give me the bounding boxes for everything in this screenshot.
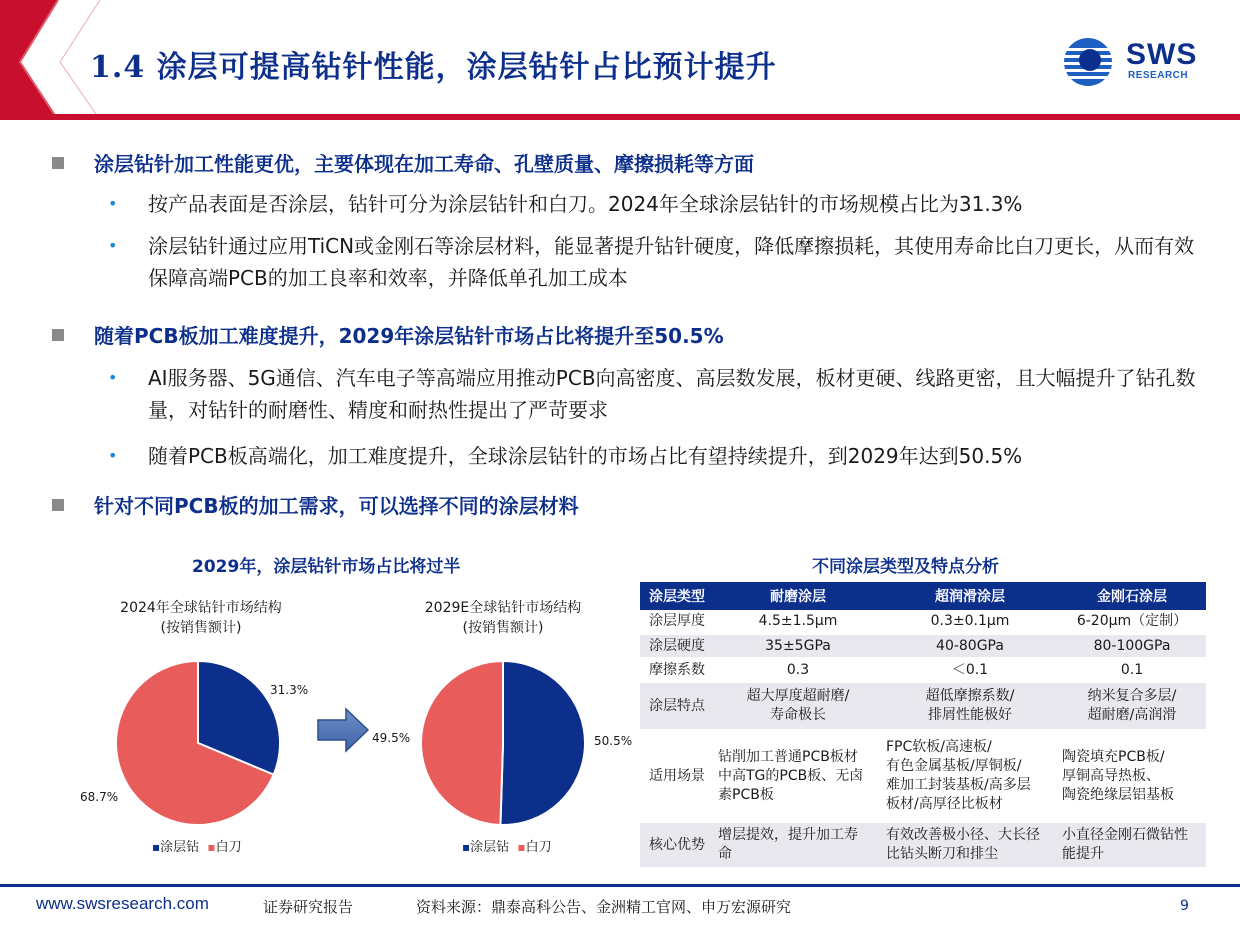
table-cell: 小直径金刚石微钻性 能提升	[1058, 822, 1206, 868]
table-cell: 4.5±1.5μm	[714, 610, 882, 634]
pie-2029-label-coated: 50.5%	[594, 734, 633, 748]
table-row-header-cell: 涂层特点	[640, 682, 714, 730]
bullet-heading-2: 随着PCB板加工难度提升，2029年涂层钻针市场占比将提升至50.5%	[52, 320, 724, 349]
table-row	[640, 610, 1206, 634]
bullet-heading-3: 针对不同PCB板的加工需求，可以选择不同的涂层材料	[52, 490, 579, 519]
coating-type-table	[640, 582, 1206, 869]
bullet-item: • 涂层钻针通过应用TiCN或金刚石等涂层材料，能显著提升钻针硬度，降低摩擦损耗，其使用寿命比白刀更长，从而有效保障高端PCB的加工良率和效率，并降低单孔加工成本	[108, 230, 1208, 294]
table-row	[640, 682, 1206, 730]
logo-subtitle: RESEARCH	[1128, 70, 1189, 81]
dot-bullet-icon: •	[108, 194, 118, 213]
pie-2029-slice-white	[421, 661, 503, 825]
dot-bullet-icon: •	[108, 368, 118, 387]
table-cell: 陶瓷填充PCB板/ 厚铜高导热板、 陶瓷绝缘层铝基板	[1058, 730, 1206, 822]
table-header-cell: 超润滑涂层	[882, 582, 1058, 610]
square-bullet-icon	[52, 157, 64, 169]
table-cell: ＜0.1	[882, 658, 1058, 682]
sws-globe-icon	[1060, 36, 1120, 88]
table-row	[640, 730, 1206, 822]
table-header-row	[640, 582, 1206, 610]
header-divider	[0, 114, 1240, 120]
table-cell: 35±5GPa	[714, 634, 882, 658]
square-bullet-icon	[52, 499, 64, 511]
pie-2029-legend: ▪涂层钻 ▪白刀	[462, 840, 552, 855]
footer-divider	[0, 884, 1240, 887]
arrow-right-icon	[316, 706, 370, 754]
pie-2024-title: 2024年全球钻针市场结构 (按销售额计)	[120, 600, 282, 636]
table-row	[640, 634, 1206, 658]
sws-logo	[1060, 36, 1220, 88]
pie-chart-2029	[418, 658, 588, 828]
table-cell: 0.1	[1058, 658, 1206, 682]
table-cell: 0.3±0.1μm	[882, 610, 1058, 634]
footer-source: 资料来源：鼎泰高科公告、金洲精工官网、申万宏源研究	[416, 898, 792, 916]
pie-2024-legend: ▪涂层钻 ▪白刀	[152, 840, 242, 855]
table-cell: 纳米复合多层/ 超耐磨/高润滑	[1058, 682, 1206, 730]
table-row-header-cell: 涂层硬度	[640, 634, 714, 658]
table-row-header-cell: 摩擦系数	[640, 658, 714, 682]
footer-website-link[interactable]: www.swsresearch.com	[36, 894, 209, 913]
bullet-heading-1: 涂层钻针加工性能更优，主要体现在加工寿命、孔壁质量、摩擦损耗等方面	[52, 148, 754, 177]
chart-section-title: 2029年，涂层钻针市场占比将过半	[192, 557, 461, 577]
table-row-header-cell: 涂层厚度	[640, 610, 714, 634]
table-cell: 超大厚度超耐磨/ 寿命极长	[714, 682, 882, 730]
bullet-item: • 按产品表面是否涂层，钻针可分为涂层钻针和白刀。2024年全球涂层钻针的市场规模占比为31.3%	[108, 188, 1208, 220]
table-cell: 增层提效，提升加工寿 命	[714, 822, 882, 868]
page-number: 9	[1180, 898, 1189, 914]
logo-wordmark: SWS	[1126, 38, 1198, 71]
footer-report-type: 证券研究报告	[263, 898, 354, 916]
table-cell: 0.3	[714, 658, 882, 682]
pie-2024-label-coated: 31.3%	[270, 683, 309, 697]
table-cell: 40-80GPa	[882, 634, 1058, 658]
table-cell: 钻削加工普通PCB板材 中高TG的PCB板、无卤 素PCB板	[714, 730, 882, 822]
table-row-header-cell: 核心优势	[640, 822, 714, 868]
table-header-cell: 金刚石涂层	[1058, 582, 1206, 610]
table-row	[640, 822, 1206, 868]
pie-2029-label-white: 49.5%	[372, 731, 411, 745]
table-title: 不同涂层类型及特点分析	[812, 557, 999, 577]
table-cell: 有效改善极小径、大长径 比钻头断刀和排尘	[882, 822, 1058, 868]
square-bullet-icon	[52, 329, 64, 341]
bullet-item: • 随着PCB板高端化，加工难度提升，全球涂层钻针的市场占比有望持续提升，到2029年达到50.5%	[108, 440, 1208, 472]
table-cell: 6-20μm（定制）	[1058, 610, 1206, 634]
table-row	[640, 658, 1206, 682]
table-cell: FPC软板/高速板/ 有色金属基板/厚铜板/ 难加工封装基板/高多层 板材/高厚径比板材	[882, 730, 1058, 822]
pie-2029-slice-coated	[500, 661, 585, 825]
table-cell: 80-100GPa	[1058, 634, 1206, 658]
dot-bullet-icon: •	[108, 236, 118, 255]
pie-chart-2024	[113, 658, 283, 828]
bullet-item: • AI服务器、5G通信、汽车电子等高端应用推动PCB向高密度、高层数发展，板材更硬、线路更密，且大幅提升了钻孔数量，对钻针的耐磨性、精度和耐热性提出了严苛要求	[108, 362, 1208, 426]
table-header-cell: 耐磨涂层	[714, 582, 882, 610]
pie-2024-label-white: 68.7%	[80, 790, 119, 804]
dot-bullet-icon: •	[108, 446, 118, 465]
table-header-cell: 涂层类型	[640, 582, 714, 610]
table-row-header-cell: 适用场景	[640, 730, 714, 822]
page-title: 1.4 涂层可提高钻针性能，涂层钻针占比预计提升	[90, 50, 777, 85]
table-cell: 超低摩擦系数/ 排屑性能极好	[882, 682, 1058, 730]
pie-2029-title: 2029E全球钻针市场结构 (按销售额计)	[424, 600, 582, 636]
